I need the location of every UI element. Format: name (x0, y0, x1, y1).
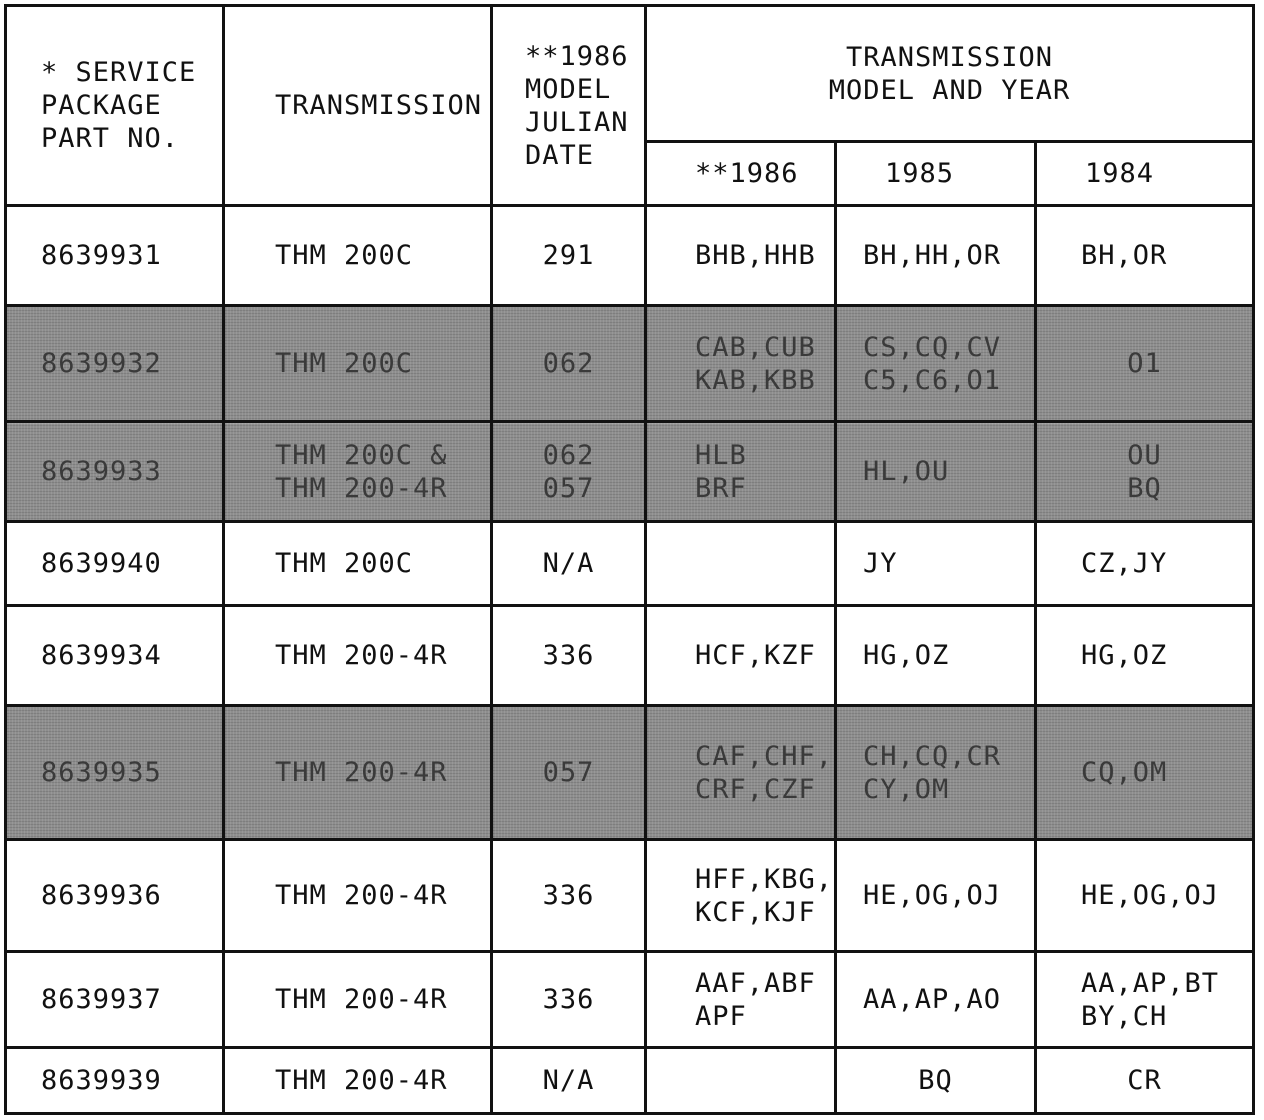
transmission-cell: THM 200C (224, 522, 492, 606)
code-1984-cell: CR (1036, 1048, 1254, 1114)
part-number-cell: 8639939 (6, 1048, 224, 1114)
code-1986-cell: HCF,KZF (646, 606, 836, 706)
code-1986-cell: AAF,ABF APF (646, 952, 836, 1048)
table-row (6, 522, 1254, 606)
code-1984-cell: HG,OZ (1036, 606, 1254, 706)
julian-date-cell: 336 (492, 606, 646, 706)
header-service-package-part-no: * SERVICE PACKAGE PART NO. (6, 6, 224, 206)
julian-date-cell: 057 (492, 706, 646, 840)
code-1985-cell: CH,CQ,CR CY,OM (836, 706, 1036, 840)
service-package-table (4, 4, 1255, 1115)
code-1985-cell: CS,CQ,CV C5,C6,O1 (836, 306, 1036, 422)
julian-date-cell: N/A (492, 522, 646, 606)
transmission-cell: THM 200C (224, 306, 492, 422)
julian-date-cell: 062 057 (492, 422, 646, 522)
part-number-cell: 8639936 (6, 840, 224, 952)
code-1985-cell: BH,HH,OR (836, 206, 1036, 306)
header-transmission: TRANSMISSION (224, 6, 492, 206)
part-number-cell: 8639932 (6, 306, 224, 422)
transmission-cell: THM 200-4R (224, 606, 492, 706)
transmission-cell: THM 200C & THM 200-4R (224, 422, 492, 522)
part-number-cell: 8639933 (6, 422, 224, 522)
code-1986-cell: CAB,CUB KAB,KBB (646, 306, 836, 422)
code-1984-cell: O1 (1036, 306, 1254, 422)
code-1986-cell: HLB BRF (646, 422, 836, 522)
julian-date-cell: N/A (492, 1048, 646, 1114)
julian-date-cell: 291 (492, 206, 646, 306)
table-row (6, 422, 1254, 522)
header-year-1985: 1985 (836, 142, 1036, 206)
transmission-cell: THM 200-4R (224, 706, 492, 840)
table-row (6, 1048, 1254, 1114)
code-1984-cell: AA,AP,BT BY,CH (1036, 952, 1254, 1048)
code-1985-cell: HE,OG,OJ (836, 840, 1036, 952)
code-1986-cell (646, 522, 836, 606)
code-1985-cell: AA,AP,AO (836, 952, 1036, 1048)
transmission-cell: THM 200-4R (224, 952, 492, 1048)
code-1986-cell: BHB,HHB (646, 206, 836, 306)
table-row (6, 606, 1254, 706)
transmission-cell: THM 200C (224, 206, 492, 306)
code-1984-cell: CZ,JY (1036, 522, 1254, 606)
code-1984-cell: CQ,OM (1036, 706, 1254, 840)
table-row (6, 840, 1254, 952)
header-julian-date: **1986 MODEL JULIAN DATE (492, 6, 646, 206)
transmission-cell: THM 200-4R (224, 840, 492, 952)
table-row (6, 206, 1254, 306)
code-1985-cell: HG,OZ (836, 606, 1036, 706)
code-1985-cell: JY (836, 522, 1036, 606)
code-1985-cell: HL,OU (836, 422, 1036, 522)
part-number-cell: 8639940 (6, 522, 224, 606)
code-1984-cell: BH,OR (1036, 206, 1254, 306)
part-number-cell: 8639935 (6, 706, 224, 840)
header-year-1984: 1984 (1036, 142, 1254, 206)
julian-date-cell: 336 (492, 952, 646, 1048)
julian-date-cell: 336 (492, 840, 646, 952)
table-row (6, 952, 1254, 1048)
table-row (6, 706, 1254, 840)
part-number-cell: 8639931 (6, 206, 224, 306)
julian-date-cell: 062 (492, 306, 646, 422)
service-package-table-page (4, 4, 1252, 1112)
header-year-1986: **1986 (646, 142, 836, 206)
code-1986-cell: HFF,KBG, KCF,KJF (646, 840, 836, 952)
table-row (6, 306, 1254, 422)
code-1986-cell: CAF,CHF, CRF,CZF (646, 706, 836, 840)
table-body (6, 206, 1254, 1114)
part-number-cell: 8639937 (6, 952, 224, 1048)
code-1986-cell (646, 1048, 836, 1114)
code-1985-cell: BQ (836, 1048, 1036, 1114)
transmission-cell: THM 200-4R (224, 1048, 492, 1114)
code-1984-cell: HE,OG,OJ (1036, 840, 1254, 952)
header-transmission-model-and-year: TRANSMISSION MODEL AND YEAR (646, 6, 1254, 142)
code-1984-cell: OU BQ (1036, 422, 1254, 522)
part-number-cell: 8639934 (6, 606, 224, 706)
